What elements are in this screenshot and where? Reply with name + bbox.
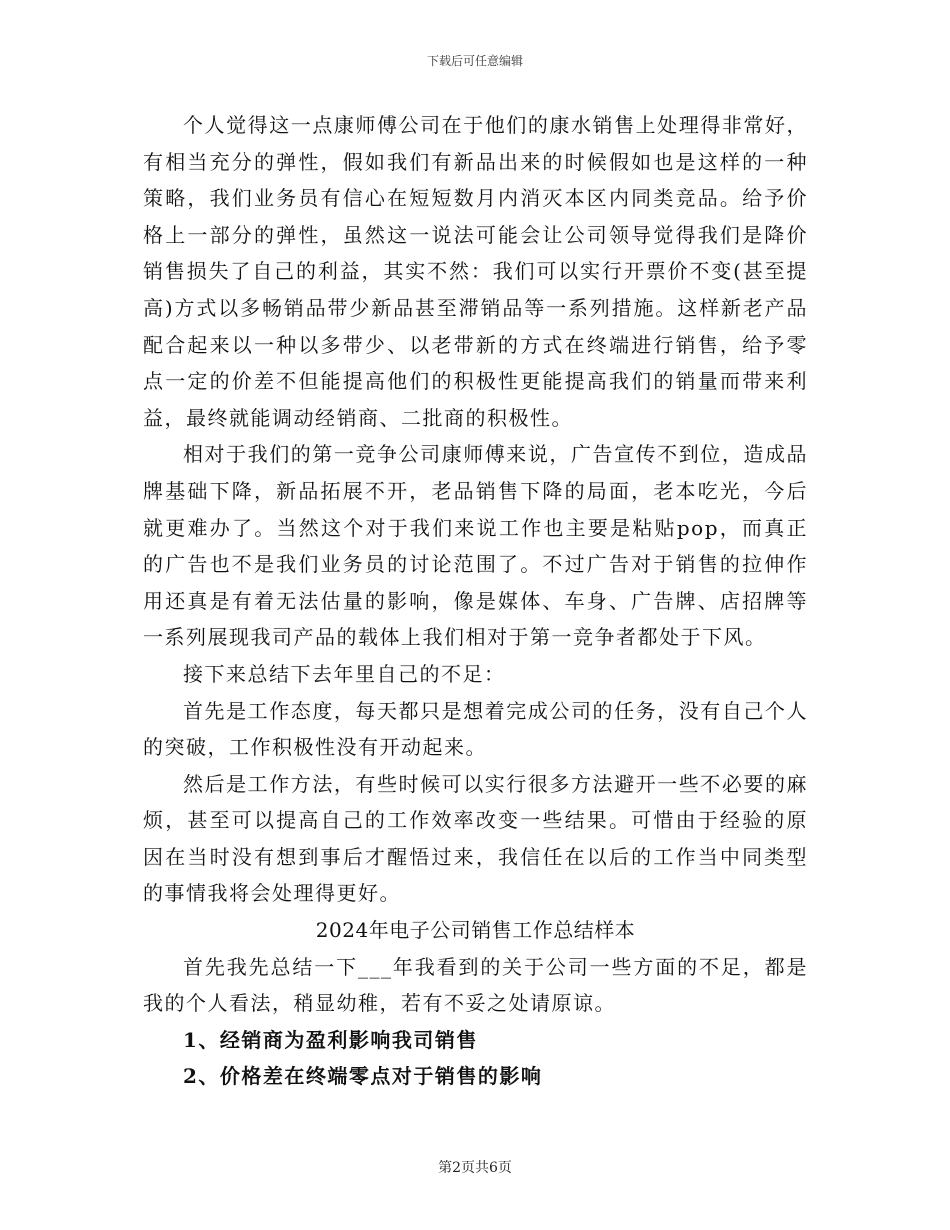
paragraph-4: 首先是工作态度，每天都只是想着完成公司的任务，没有自己个人的突破，工作积极性没有开动起来。 (143, 698, 808, 760)
page-footer: 第2页共6页 (438, 1160, 512, 1176)
paragraph-3: 接下来总结下去年里自己的不足： (183, 661, 506, 686)
paragraph-5: 然后是工作方法，有些时候可以实行很多方法避开一些不必要的麻烦，甚至可以提高自己的工作效率改变一些结果。可惜由于经验的原因在当时没有想到事后才醒悟过来，我信任在以后的工作当中同类型的事情我将会处理得更好。 (143, 771, 808, 906)
paragraph-2: 相对于我们的第一竞争公司康师傅来说，广告宣传不到位，造成品牌基础下降，新品拓展不开，老品销售下降的局面，老本吃光，今后就更难办了。当然这个对于我们来说工作也主要是粘贴pop，而真正的广告也不是我们业务员的讨论范围了。不过广告对于销售的拉伸作用还真是有着无法估量的影响，像是媒体、车身、广告牌、店招牌等一系列展现我司产品的载体上我们相对于第一竞争者都处于下风。 (143, 442, 808, 650)
heading-1: 1、经销商为盈利影响我司销售 (183, 1027, 478, 1052)
document-body (143, 107, 808, 1094)
section-title: 2024年电子公司销售工作总结样本 (315, 918, 636, 943)
paragraph-1: 个人觉得这一点康师傅公司在于他们的康水销售上处理得非常好，有相当充分的弹性，假如我们有新品出来的时候假如也是这样的一种策略，我们业务员有信心在短短数月内消灭本区内同类竞品。给予价格上一部分的弹性，虽然这一说法可能会让公司领导觉得我们是降价销售损失了自己的利益，其实不然：我们可以实行开票价不变(甚至提高)方式以多畅销品带少新品甚至滞销品等一系列措施。这样新老产品配合起来以一种以多带少、以老带新的方式在终端进行销售，给予零点一定的价差不但能提高他们的积极性更能提高我们的销量而带来利益，最终就能调动经销商、二批商的积极性。 (143, 113, 808, 430)
heading-2: 2、价格差在终端零点对于销售的影响 (183, 1063, 543, 1088)
page-header: 下载后可任意编辑 (426, 54, 523, 68)
paragraph-6: 首先我先总结一下___年我看到的关于公司一些方面的不足，都是我的个人看法，稍显幼稚，若有不妥之处请原谅。 (143, 954, 808, 1016)
